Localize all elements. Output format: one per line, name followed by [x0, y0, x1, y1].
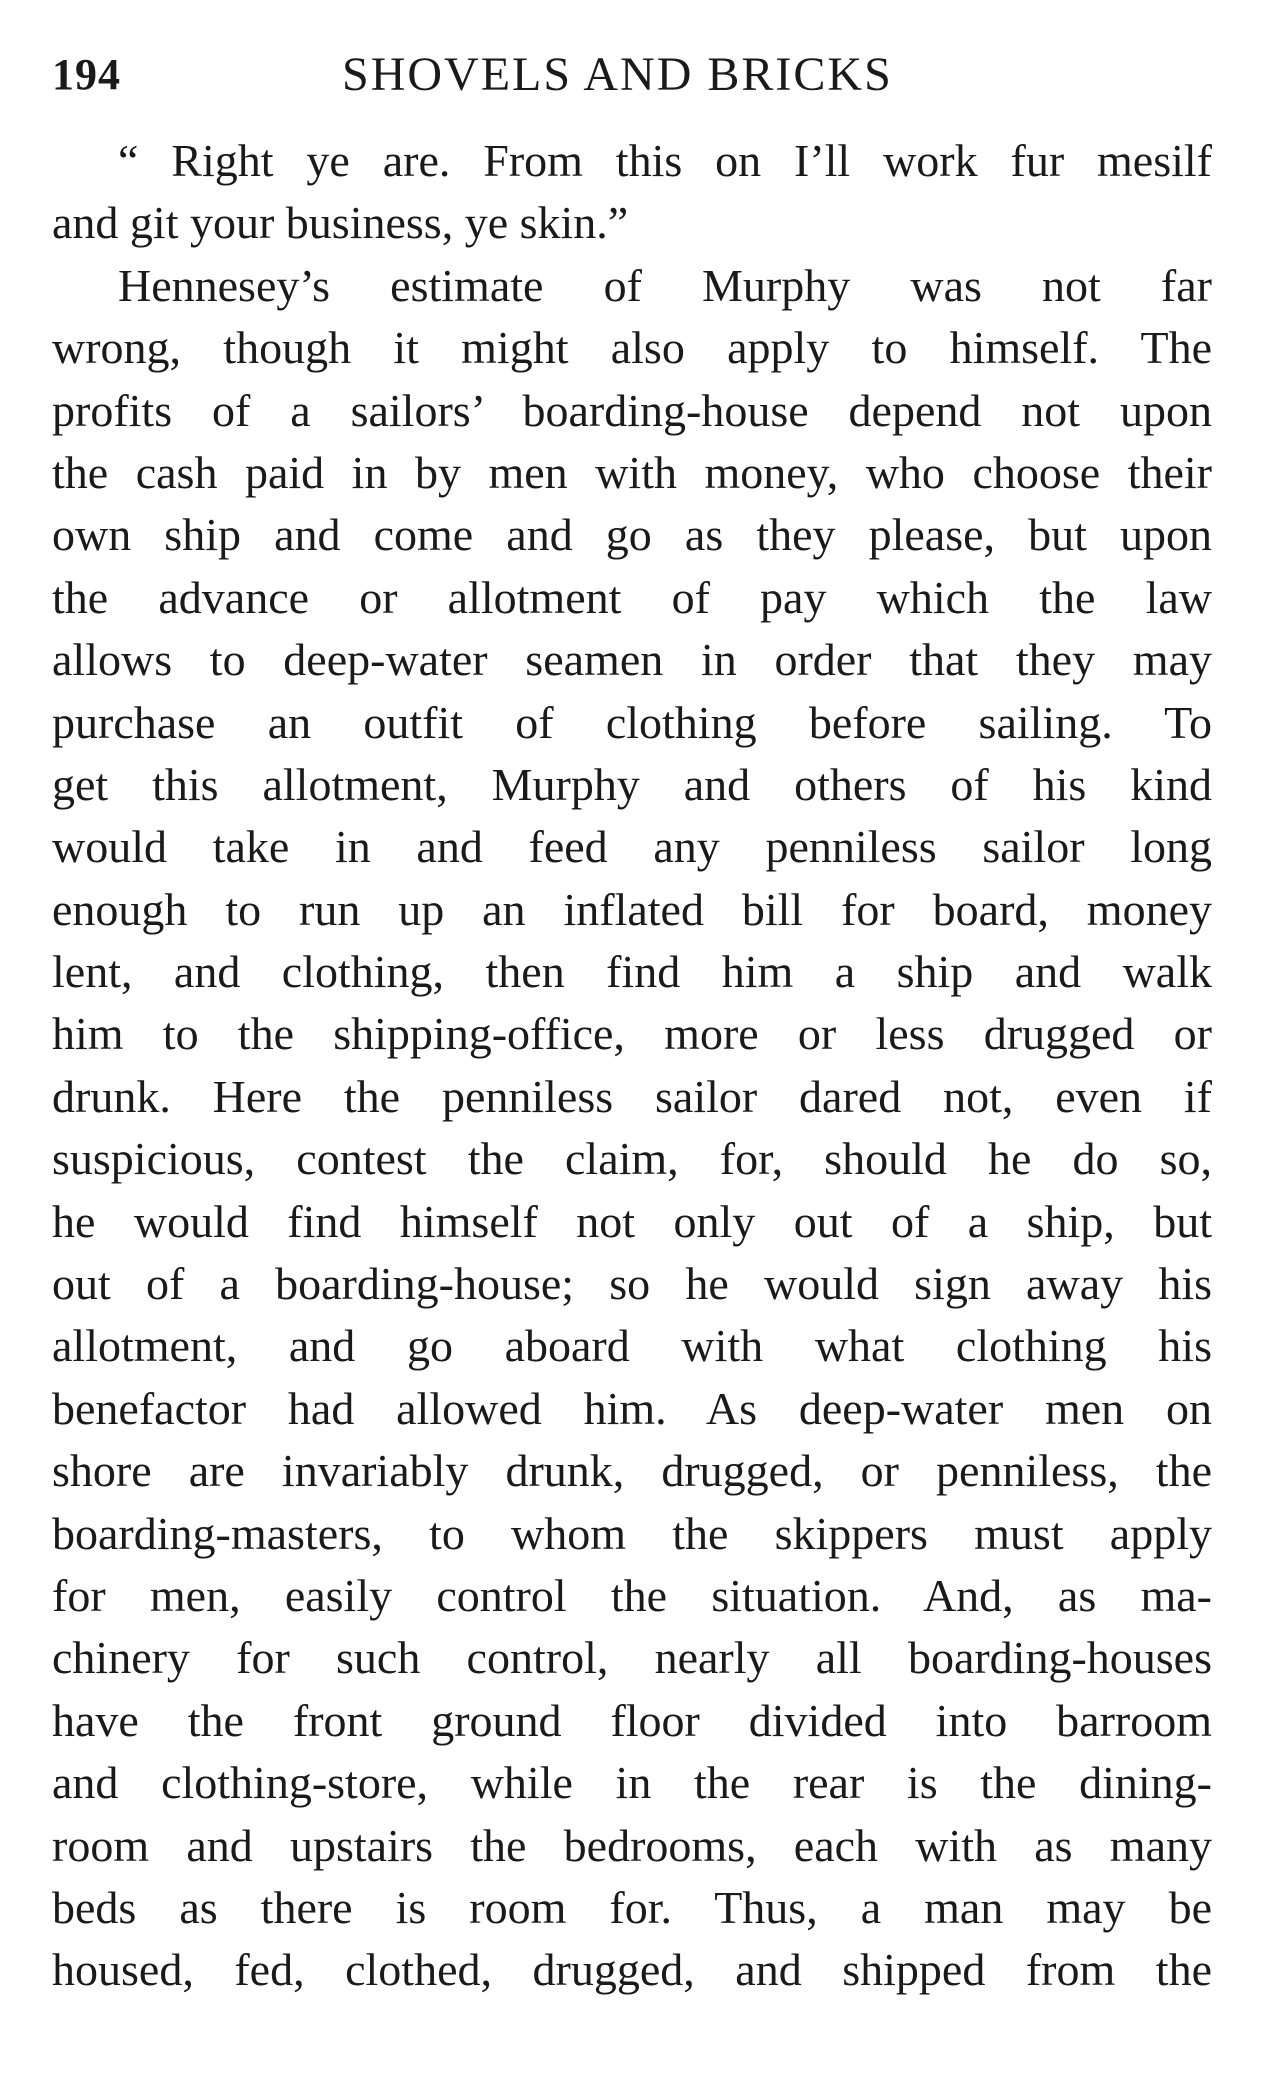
text-line: would take in and feed any penniless sailor long [52, 821, 1212, 873]
text-line: enough to run up an inflated bill for board, money [52, 883, 1212, 935]
text-line: allotment, and go aboard with what clothing his [52, 1320, 1212, 1372]
running-title: SHOVELS AND BRICKS [342, 48, 893, 101]
text-line: own ship and come and go as they please, but upon [52, 509, 1212, 561]
text-line: beds as there is room for. Thus, a man may be [52, 1881, 1212, 1933]
text-line: benefactor had allowed him. As deep-water men on [52, 1382, 1212, 1434]
text-line: and clothing-store, while in the rear is the dining- [52, 1757, 1212, 1809]
text-line: “ Right ye are. From this on I’ll work fur mesilf [118, 135, 1212, 186]
text-line: him to the shipping-office, more or less drugged or [52, 1008, 1212, 1060]
body-text [52, 130, 1212, 2002]
text-line: housed, fed, clothed, drugged, and shipped from the [52, 1944, 1212, 1996]
text-line: suspicious, contest the claim, for, should he do so, [52, 1133, 1212, 1185]
text-line: boarding-masters, to whom the skippers must apply [52, 1507, 1212, 1559]
text-line: room and upstairs the bedrooms, each with as many [52, 1819, 1212, 1871]
text-line: shore are invariably drunk, drugged, or penniless, the [52, 1445, 1212, 1497]
text-line: out of a boarding-house; so he would sign away his [52, 1258, 1212, 1310]
text-line: and git your business, ye skin.” [52, 197, 629, 249]
text-line: for men, easily control the situation. And, as ma- [52, 1569, 1212, 1621]
text-line: chinery for such control, nearly all boarding-houses [52, 1632, 1212, 1684]
text-line: Hennesey’s estimate of Murphy was not far [118, 259, 1212, 311]
text-line: profits of a sailors’ boarding-house depend not upon [52, 384, 1212, 436]
text-line: lent, and clothing, then find him a ship and walk [52, 946, 1212, 998]
text-line: purchase an outfit of clothing before sailing. To [52, 696, 1212, 748]
page-number: 194 [52, 50, 121, 99]
running-header [52, 40, 1212, 110]
text-line: have the front ground floor divided into barroom [52, 1694, 1212, 1746]
text-line: he would find himself not only out of a ship, but [52, 1195, 1212, 1247]
text-line: get this allotment, Murphy and others of his kind [52, 758, 1212, 810]
text-line: allows to deep-water seamen in order that they may [52, 634, 1212, 686]
text-line: the cash paid in by men with money, who choose their [52, 446, 1212, 498]
text-line: wrong, though it might also apply to himself. The [52, 322, 1212, 374]
text-line: the advance or allotment of pay which the law [52, 571, 1212, 623]
text-line: drunk. Here the penniless sailor dared not, even if [52, 1070, 1212, 1122]
